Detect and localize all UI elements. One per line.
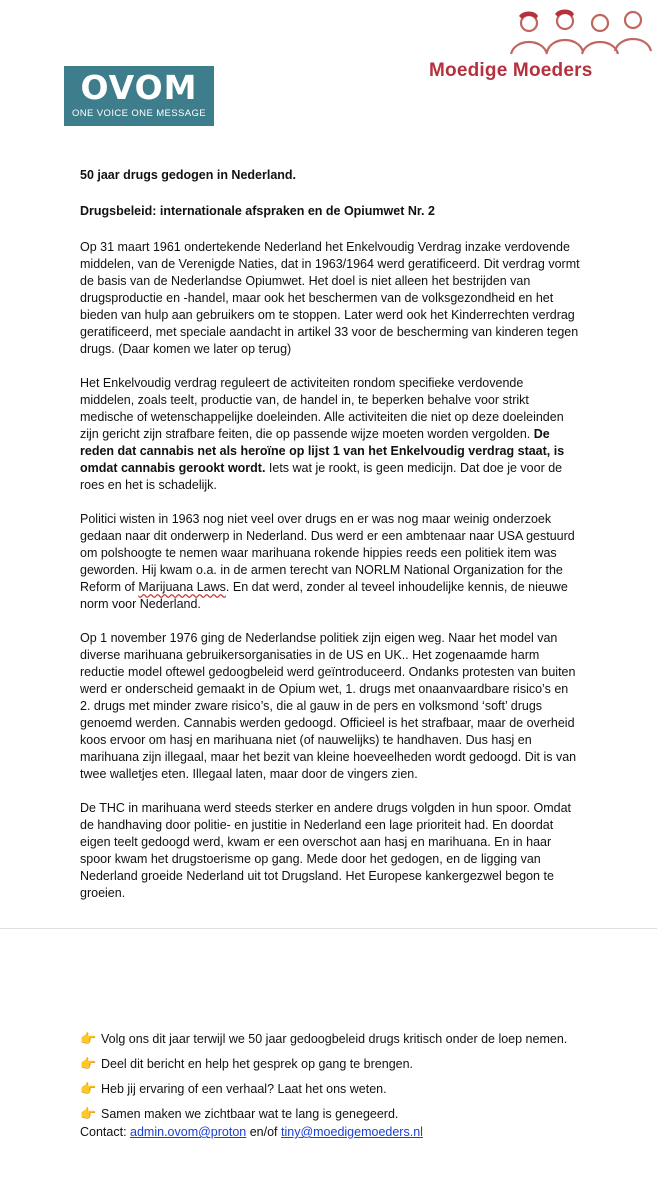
pointing-hand-icon: 👉 bbox=[80, 1106, 97, 1121]
paragraph-3-text-b: . En dat werd, zonder al teveel inhoudelijke kennis, de nieuwe norm voor Nederland. bbox=[80, 580, 568, 611]
page-divider bbox=[0, 928, 657, 929]
paragraph-5: De THC in marihuana werd steeds sterker en andere drugs volgden in hun spoor. Omdat de handhaving door politie- en justitie in Nederland een lage prioriteit had. En doordat eigen teelt gedoogd werd, kwam er een overschot aan hasj en marihuana. En in haar spoor kwam het drugstoerisme op gang. Mede door het gedogen, en de ligging van Nederland groeide Nederland uit tot Drugsland. Het Europese kankergezwel begon te groeien. bbox=[80, 801, 572, 900]
paragraph-2-text-b: Iets wat je rookt, is geen medicijn. Dat doe je voor de roes en het is schadelijk. bbox=[80, 461, 563, 492]
moedige-moeders-logo bbox=[425, 8, 655, 86]
email-link-ovom[interactable]: admin.ovom@proton bbox=[130, 1125, 247, 1139]
email-link-moedige-moeders[interactable]: tiny@moedigemoeders.nl bbox=[281, 1125, 423, 1139]
article-title: 50 jaar drugs gedogen in Nederland. bbox=[80, 168, 297, 182]
ovom-logo-tagline: ONE VOICE ONE MESSAGE bbox=[71, 108, 207, 119]
ovom-logo bbox=[64, 66, 214, 126]
paragraph-3 bbox=[80, 511, 580, 613]
pointing-hand-icon: 👉 bbox=[80, 1081, 97, 1096]
paragraph-1: Op 31 maart 1961 ondertekende Nederland het Enkelvoudig Verdrag inzake verdovende middelen, van de Verenigde Naties, dat in 1963/1964 werd geratificeerd. Dit verdrag vormt de basis van de Nederlandse Opiumwet. Het doel is niet alleen het bestrijden van drugsproductie en -handel, maar ook het beschermen van de volksgezondheid en het bieden van hulp aan gebruikers om te stoppen. Later werd ook het Kinderrechten verdrag geratificeerd, met speciale aandacht in artikel 33 voor de bescherming van kinderen tegen drugs. (Daar komen we later op terug) bbox=[80, 240, 580, 356]
call-to-action-list bbox=[80, 1030, 640, 1141]
list-item-text: Heb jij ervaring of een verhaal? Laat het ons weten. bbox=[101, 1082, 387, 1096]
paragraph-4: Op 1 november 1976 ging de Nederlandse politiek zijn eigen weg. Naar het model van diverse marihuana gebruikersorganisaties in de US en UK.. Het zogenaamde harm reductie model oftewel gedoogbeleid werd geïntroduceerd. Ondanks protesten van buiten werd er onderscheid gemaakt in de Opium wet, 1. drugs met onaanvaardbare risico’s en 2. drugs met minder zware risico’s, die al gauw in de pers en volksmond ‘soft’ drugs genoemd werden. Cannabis werden gedoogd. Officieel is het strafbaar, maar de overheid koos ervoor om hasj en marihuana niet (of nauwelijks) te handhaven. Dus hasj en marihuana zijn illegaal, maar het bezit van kleine hoeveelheden wordt gedoogd. Dit is van twee walletjes eten. Illegaal laten, maar door de vingers zien. bbox=[80, 631, 577, 781]
mothers-silhouette-icon bbox=[505, 8, 655, 62]
paragraph-2-text-a: Het Enkelvoudig verdrag reguleert de activiteiten rondom specifieke verdovende middelen, zoals teelt, productie van, de handel in, te beperken behalve voor strikt medische of wetenschappelijke doeleinden. Alle activiteiten die niet op deze doeleinden zijn gericht zijn strafbare feiten, die op passende wijze moeten worden vergolden. bbox=[80, 376, 564, 441]
contact-label: Contact: bbox=[80, 1125, 131, 1139]
moedige-moeders-wordmark: Moedige Moeders bbox=[429, 60, 593, 81]
list-item bbox=[80, 1055, 640, 1080]
article-subtitle: Drugsbeleid: internationale afspraken en de Opiumwet Nr. 2 bbox=[80, 204, 435, 218]
contact-line bbox=[80, 1124, 640, 1141]
list-item-text: Samen maken we zichtbaar wat te lang is genegeerd. bbox=[101, 1107, 399, 1121]
list-item bbox=[80, 1080, 640, 1105]
list-item bbox=[80, 1030, 640, 1055]
paragraph-3-text-a: Politici wisten in 1963 nog niet veel over drugs en er was nog maar weinig onderzoek gedaan naar dit onderwerp in Nederland. Dus werd er een ambtenaar naar USA gestuurd om polshoogte te nemen waar marihuana rokende hippies reeds een politiek item was geworden. Hij kwam o.a. in de armen terecht van NORLM National Organization for the Reform of bbox=[80, 512, 575, 594]
ovom-logo-mark: OVOM bbox=[80, 68, 198, 107]
paragraph-2 bbox=[80, 375, 580, 494]
list-item-text: Volg ons dit jaar terwijl we 50 jaar gedoogbeleid drugs kritisch onder de loep nemen. bbox=[101, 1032, 568, 1046]
pointing-hand-icon: 👉 bbox=[80, 1031, 97, 1046]
contact-joiner: en/of bbox=[246, 1125, 281, 1139]
paragraph-2-bold: De reden dat cannabis net als heroïne op lijst 1 van het Enkelvoudig verdrag staat, is omdat cannabis gerookt wordt. bbox=[80, 427, 565, 475]
list-item-text: Deel dit bericht en help het gesprek op gang te brengen. bbox=[101, 1057, 414, 1071]
article bbox=[80, 167, 580, 919]
spellcheck-marked-text: Marijuana Laws bbox=[138, 580, 226, 594]
pointing-hand-icon: 👉 bbox=[80, 1056, 97, 1071]
